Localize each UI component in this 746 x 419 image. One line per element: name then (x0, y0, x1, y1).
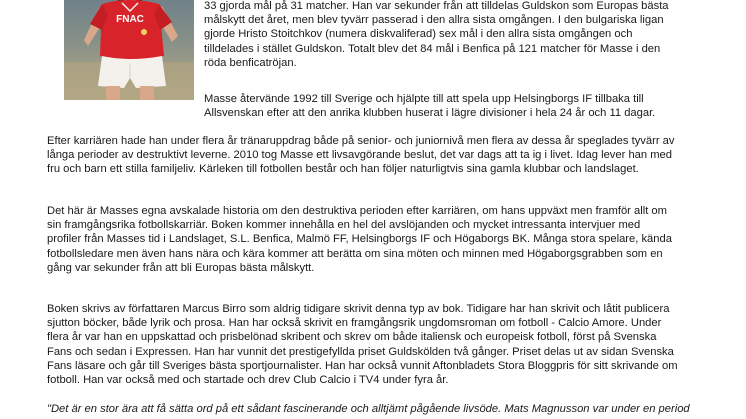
intro-paragraph (204, 0, 669, 70)
text-line: långa perioder av destruktivt leverne. 2010 tog Masse ett livsavgörande beslut, det var dags att ta ig i livet. Idag lever han med (47, 149, 672, 162)
text-line: Fans läsare och går till Sveriges bästa sportjournalister. Han har också vunnit Aftonbladets Stora Bloggpris för sitt skrivande om (47, 359, 678, 372)
text-line: profiler från Masses tid i Landslaget, S.L. Benfica, Malmö FF, Helsingborgs IF och Högaborgs BK. Många stora spelare, kända (47, 233, 672, 246)
text-line: sjutton böcker, både lyrik och prosa. Han har också skrivit en framgångsrik ungdomsroman om fotboll - Calcio Amore. Under (47, 317, 662, 330)
text-line: Efter karriären hade han under flera år tränaruppdrag både på senior- och juniornivå men flera av dessa år speglades tyvärr av (47, 135, 675, 147)
text-line: röda benficatröjan. (204, 56, 297, 69)
text-line: gjorde Hristo Stoitchkov (numera diskvaliferad) sex mål i den allra sista omgången och (204, 28, 633, 41)
player-figure (64, 0, 194, 100)
text-line: tilldelades i stället Guldskon. Totalt blev det 84 mål i Benfica på 121 matcher för Masse i den (204, 42, 661, 55)
text-line: Masse återvände 1992 till Sverige och hjälpte till att spela upp Helsingborgs IF tillbaka till (204, 93, 644, 105)
text-line: Boken skrivs av författaren Marcus Birro som aldrig tidigare skrivit denna typ av bok. Tidigare har han skrivit och låtit publicera (47, 303, 670, 315)
quote-line: "Det är en stor ära att få sätta ord på ett sådant fascinerande och alltjämt pågående livsöde. Mats Magnusson var under en period (47, 403, 690, 415)
text-line: Allsvenskan efter att den anrika klubben huserat i lägre divisioner i hela 24 år och 11 dagar. (204, 107, 656, 120)
book-paragraph (47, 204, 672, 275)
return-paragraph (204, 92, 655, 120)
text-line: sin framgångsrika fotbollskarriär. Boken kommer innehålla en hel del avslöjanden och mycket intressanta intervjuer med (47, 219, 641, 232)
player-photo (64, 0, 194, 100)
text-line: gång var sekunder från att bli Europas bästa målskytt. (47, 261, 315, 274)
text-line: Fans och sedan i Expressen. Han har vunnit det prestigefyllda priset Guldskölden två gånger. Priset delas ut av sidan Svenska (47, 345, 674, 358)
text-line: fotbollsledare men även hans nära och kära kommer att berätta om sina möten och minnen med Högaborgsgrabben som en (47, 247, 663, 260)
text-line: Det här är Masses egna avskalade historia om den destruktiva perioden efter karriären, om hans uppväxt men framför allt om (47, 205, 667, 217)
quote-paragraph (47, 402, 690, 416)
text-line: flera år var han en uppskattad och prisbelönad skribent och skrev om både italiensk och europeisk fotboll, först på Svenska (47, 331, 657, 344)
career-paragraph (47, 134, 674, 177)
shirt-sponsor-text: FNAC (116, 14, 144, 25)
text-line: 33 gjorda mål på 31 matcher. Han var sekunder från att tilldelas Guldskon som Europas bästa (204, 0, 669, 12)
text-line: målskytt det året, men blev tyvärr passerad i den allra sista omgången. I den bulgariska ligan (204, 14, 664, 27)
text-line: fotboll. Han var också med och startade och drev Club Calcio i TV4 under fyra år. (47, 373, 449, 386)
author-paragraph (47, 302, 678, 387)
text-line: fru och barn ett stilla familjeliv. Kärleken till fotbollen består och han följer naturligtvis sina gamla klubbar och landslaget. (47, 163, 639, 176)
